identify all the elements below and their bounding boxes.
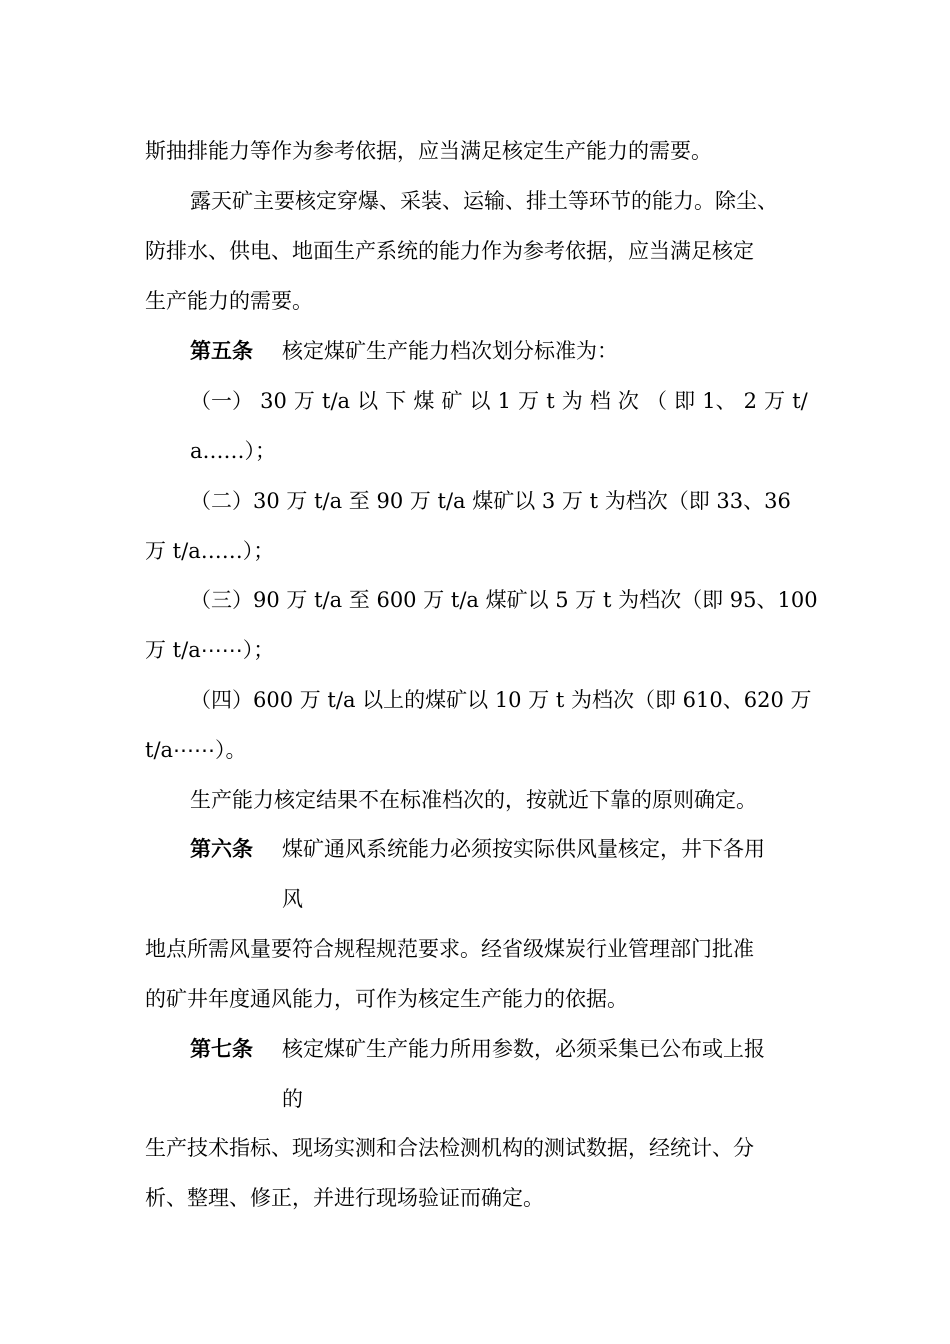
justified-token: 即 xyxy=(674,389,696,413)
justified-token: 煤 xyxy=(413,389,435,413)
justified-token: 次 xyxy=(617,389,639,413)
article-label: 第七条 xyxy=(190,1036,253,1061)
article-label: 第六条 xyxy=(190,836,253,861)
article-text: 核定煤矿生产能力所用参数，必须采集已公布或上报 xyxy=(282,1037,765,1061)
justified-token: 1 xyxy=(497,389,511,413)
list-item-line: 万 t/a⋯⋯）； xyxy=(145,638,275,662)
justified-token: t/a xyxy=(322,389,351,413)
justified-token: 万 xyxy=(293,389,315,413)
justified-token: 万 xyxy=(518,389,540,413)
justified-token: 以 xyxy=(357,389,379,413)
article-label: 第五条 xyxy=(190,338,253,363)
justified-token: 档 xyxy=(589,389,611,413)
list-item-line: （二）30 万 t/a 至 90 万 t/a 煤矿以 3 万 t 为档次（即 33、36 xyxy=(190,489,791,513)
justified-token: 为 xyxy=(561,389,583,413)
paragraph-line: 生产技术指标、现场实测和合法检测机构的测试数据，经统计、分 xyxy=(145,1136,754,1160)
list-item-line: （三）90 万 t/a 至 600 万 t/a 煤矿以 5 万 t 为档次（即 95、100 xyxy=(190,588,818,612)
article-text: 风 xyxy=(282,887,303,911)
paragraph-line: 生产能力的需要。 xyxy=(145,289,313,313)
justified-token: 万 xyxy=(764,389,786,413)
paragraph-line: 析、整理、修正，并进行现场验证而确定。 xyxy=(145,1186,544,1210)
list-item-line xyxy=(190,388,808,414)
paragraph-line: 防排水、供电、地面生产系统的能力作为参考依据，应当满足核定 xyxy=(145,239,754,263)
article-text: 煤矿通风系统能力必须按实际供风量核定，井下各用 xyxy=(282,837,765,861)
justified-token: 下 xyxy=(385,389,407,413)
list-item-line: a……）； xyxy=(190,439,277,463)
article-text: 核定煤矿生产能力档次划分标准为： xyxy=(282,339,618,363)
paragraph-line: 露天矿主要核定穿爆、采装、运输、排土等环节的能力。除尘、 xyxy=(190,189,778,213)
paragraph-line: 生产能力核定结果不在标准档次的，按就近下靠的原则确定。 xyxy=(190,788,757,812)
justified-token: t xyxy=(546,389,555,413)
paragraph-line: 的矿井年度通风能力，可作为核定生产能力的依据。 xyxy=(145,987,628,1011)
article-text: 的 xyxy=(282,1087,303,1111)
list-item-line: 万 t/a……）； xyxy=(145,539,275,563)
justified-token: 矿 xyxy=(441,389,463,413)
justified-token: 1、 xyxy=(702,389,737,413)
justified-token: 以 xyxy=(469,389,491,413)
justified-token: （ xyxy=(646,389,668,413)
list-item-line: （四）600 万 t/a 以上的煤矿以 10 万 t 为档次（即 610、620 万 xyxy=(190,688,812,712)
paragraph-line: 斯抽排能力等作为参考依据，应当满足核定生产能力的需要。 xyxy=(145,139,712,163)
justified-token: 30 xyxy=(260,389,287,413)
justified-token: 2 xyxy=(743,389,758,413)
justified-token: （一） xyxy=(190,389,253,413)
list-item-line: t/a⋯⋯）。 xyxy=(145,738,247,762)
justified-token: t/ xyxy=(792,389,808,413)
paragraph-line: 地点所需风量要符合规程规范要求。经省级煤炭行业管理部门批准 xyxy=(145,937,754,961)
